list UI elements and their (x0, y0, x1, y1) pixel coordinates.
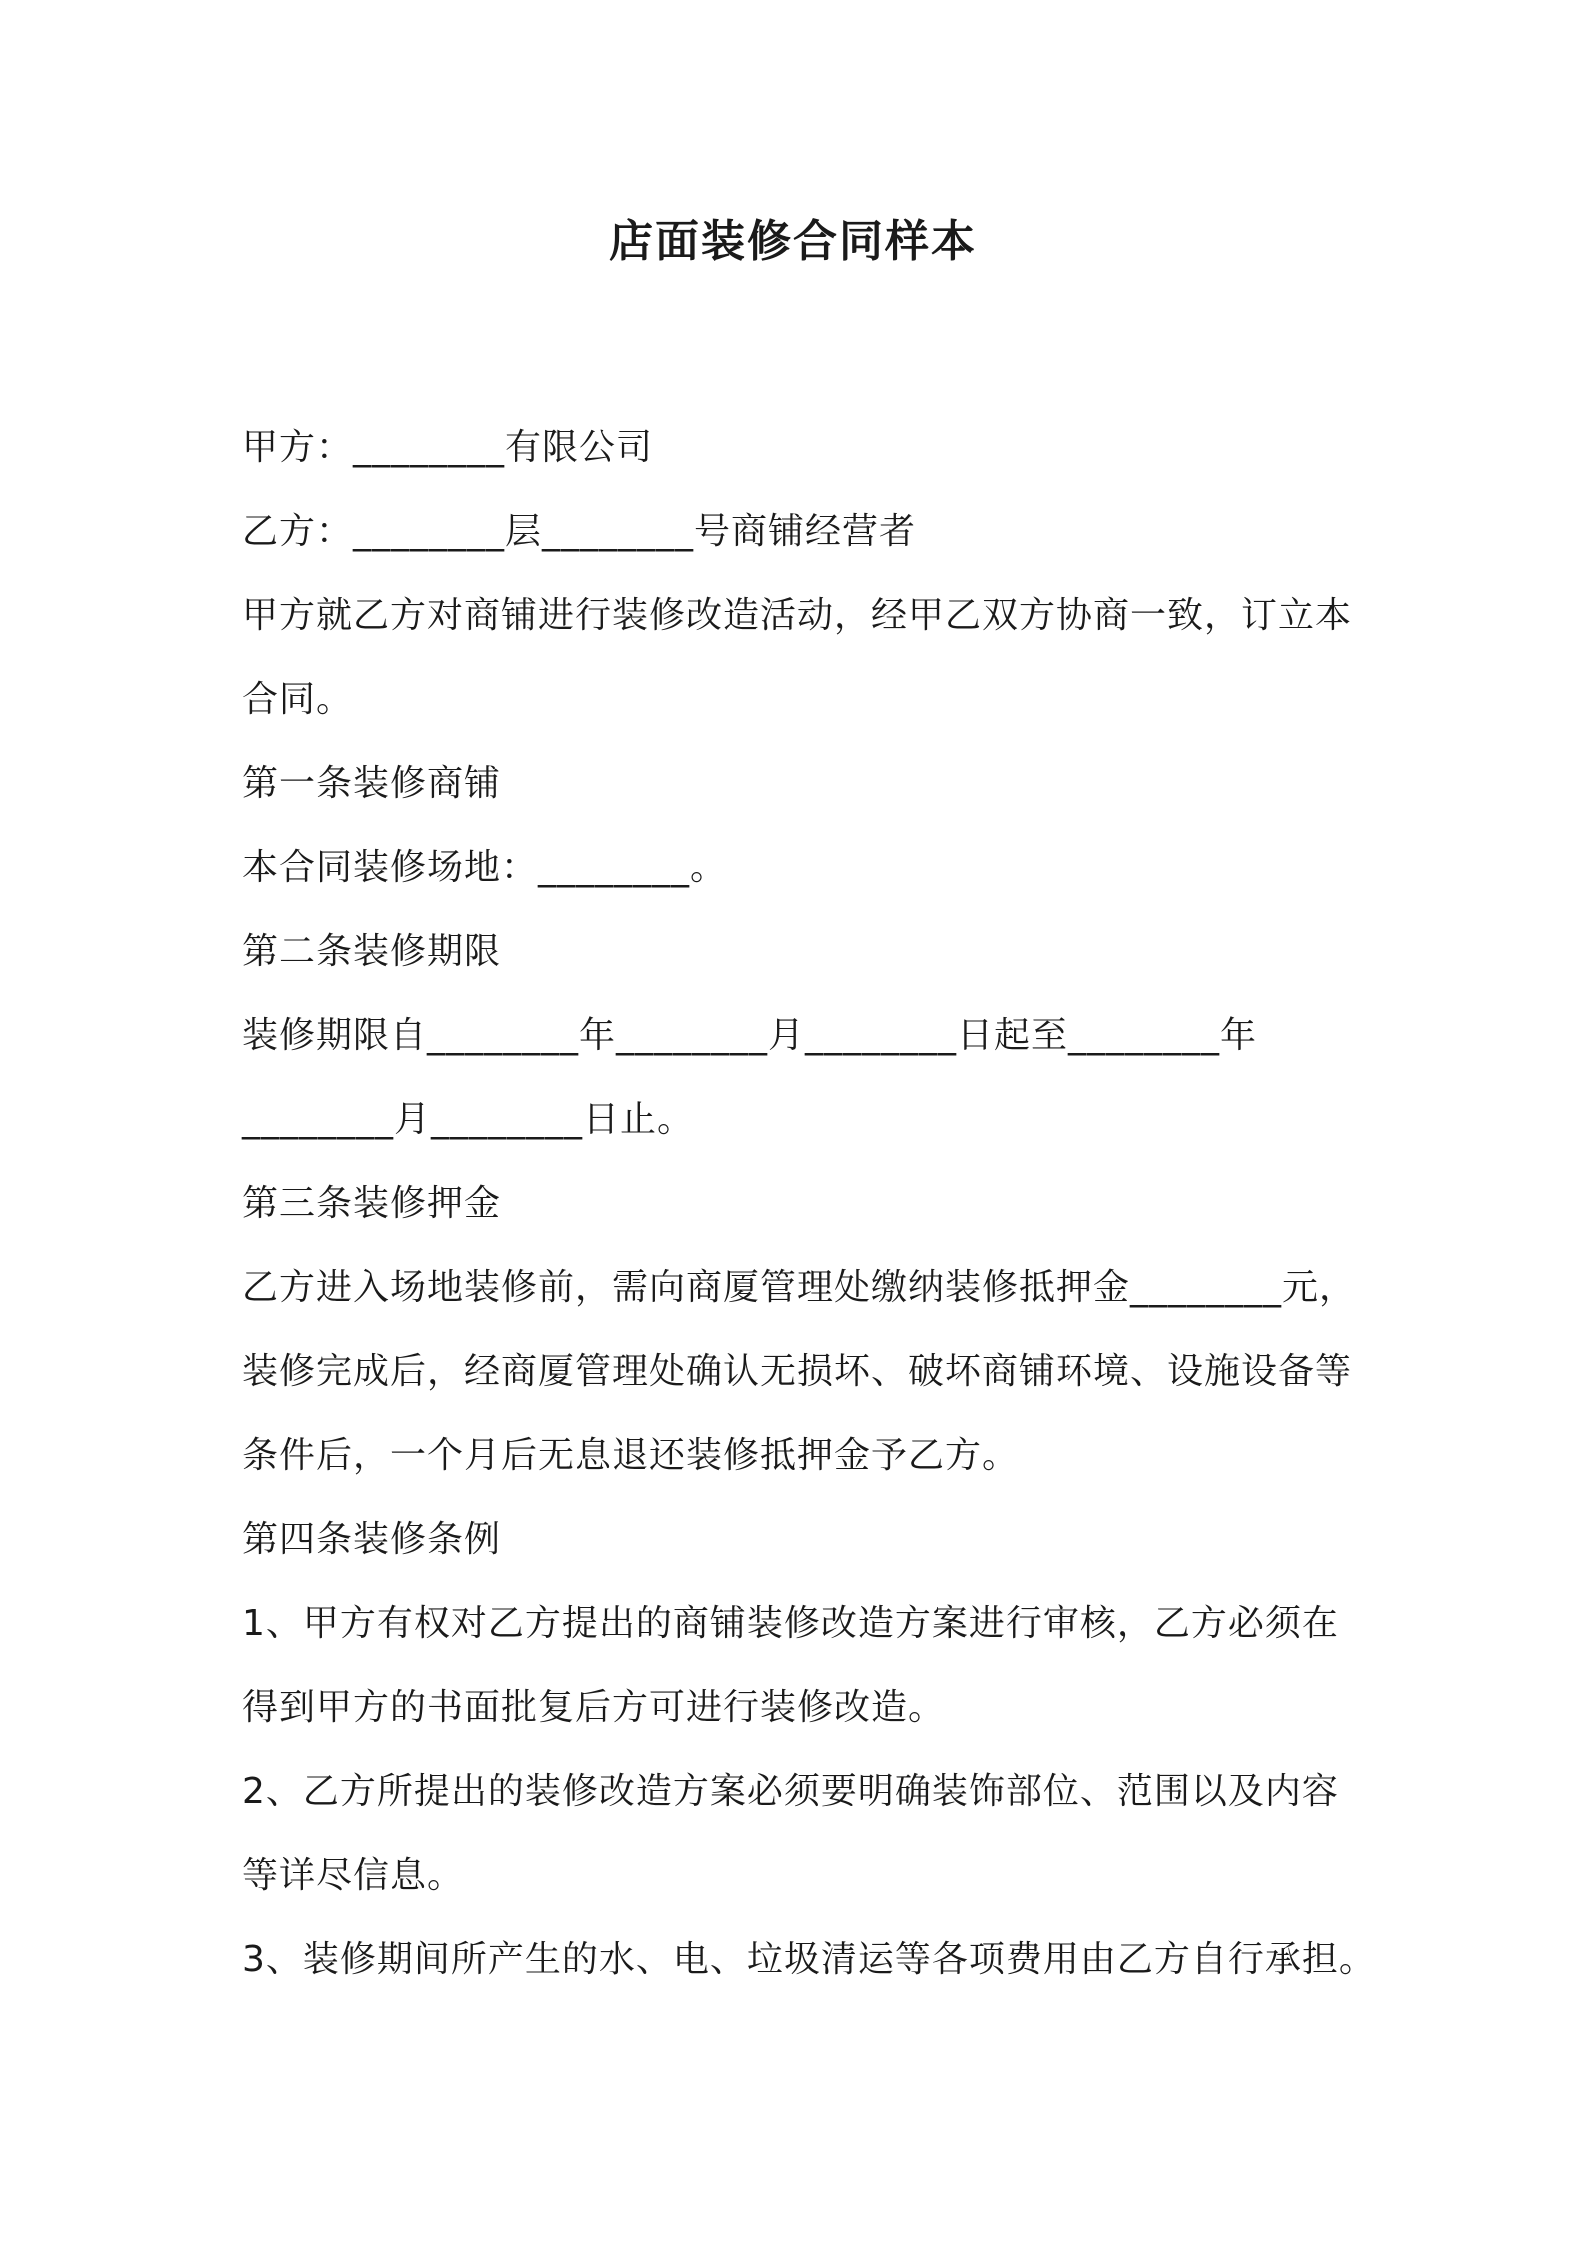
preamble-line-2: 合同。 (242, 679, 354, 720)
preamble-line-1: 甲方就乙方对商铺进行装修改造活动，经甲乙双方协商一致，订立本 (242, 595, 1353, 636)
document-body (242, 406, 1376, 2002)
article-4-item-1-line-2: 得到甲方的书面批复后方可进行装修改造。 (242, 1687, 946, 1728)
article-4-item-1-line-1: 1、甲方有权对乙方提出的商铺装修改造方案进行审核，乙方必须在 (242, 1603, 1339, 1644)
article-1-heading: 第一条装修商铺 (242, 763, 502, 804)
article-2-heading: 第二条装修期限 (242, 931, 502, 972)
article-3-text-2: 装修完成后，经商厦管理处确认无损坏、破坏商铺环境、设施设备等 (242, 1351, 1353, 1392)
party-a-line: 甲方：________有限公司 (242, 427, 654, 468)
article-4-heading: 第四条装修条例 (242, 1519, 502, 1560)
document-title: 店面装修合同样本 (609, 216, 977, 267)
article-1-text: 本合同装修场地：________。 (242, 847, 728, 888)
article-3-heading: 第三条装修押金 (242, 1183, 502, 1224)
article-4-item-2-line-1: 2、乙方所提出的装修改造方案必须要明确装饰部位、范围以及内容 (242, 1771, 1339, 1812)
article-2-text-2: ________月________日止。 (242, 1099, 695, 1140)
party-b-line: 乙方：________层________号商铺经营者 (242, 511, 917, 552)
article-3-text-3: 条件后，一个月后无息退还装修抵押金予乙方。 (242, 1435, 1020, 1476)
article-2-text-1: 装修期限自________年________月________日起至________年 (242, 1015, 1258, 1056)
article-4-item-3-line-1: 3、装修期间所产生的水、电、垃圾清运等各项费用由乙方自行承担。 (242, 1939, 1376, 1980)
article-3-text-1: 乙方进入场地装修前，需向商厦管理处缴纳装修抵押金________元， (242, 1267, 1357, 1308)
article-4-item-2-line-2: 等详尽信息。 (242, 1855, 465, 1896)
